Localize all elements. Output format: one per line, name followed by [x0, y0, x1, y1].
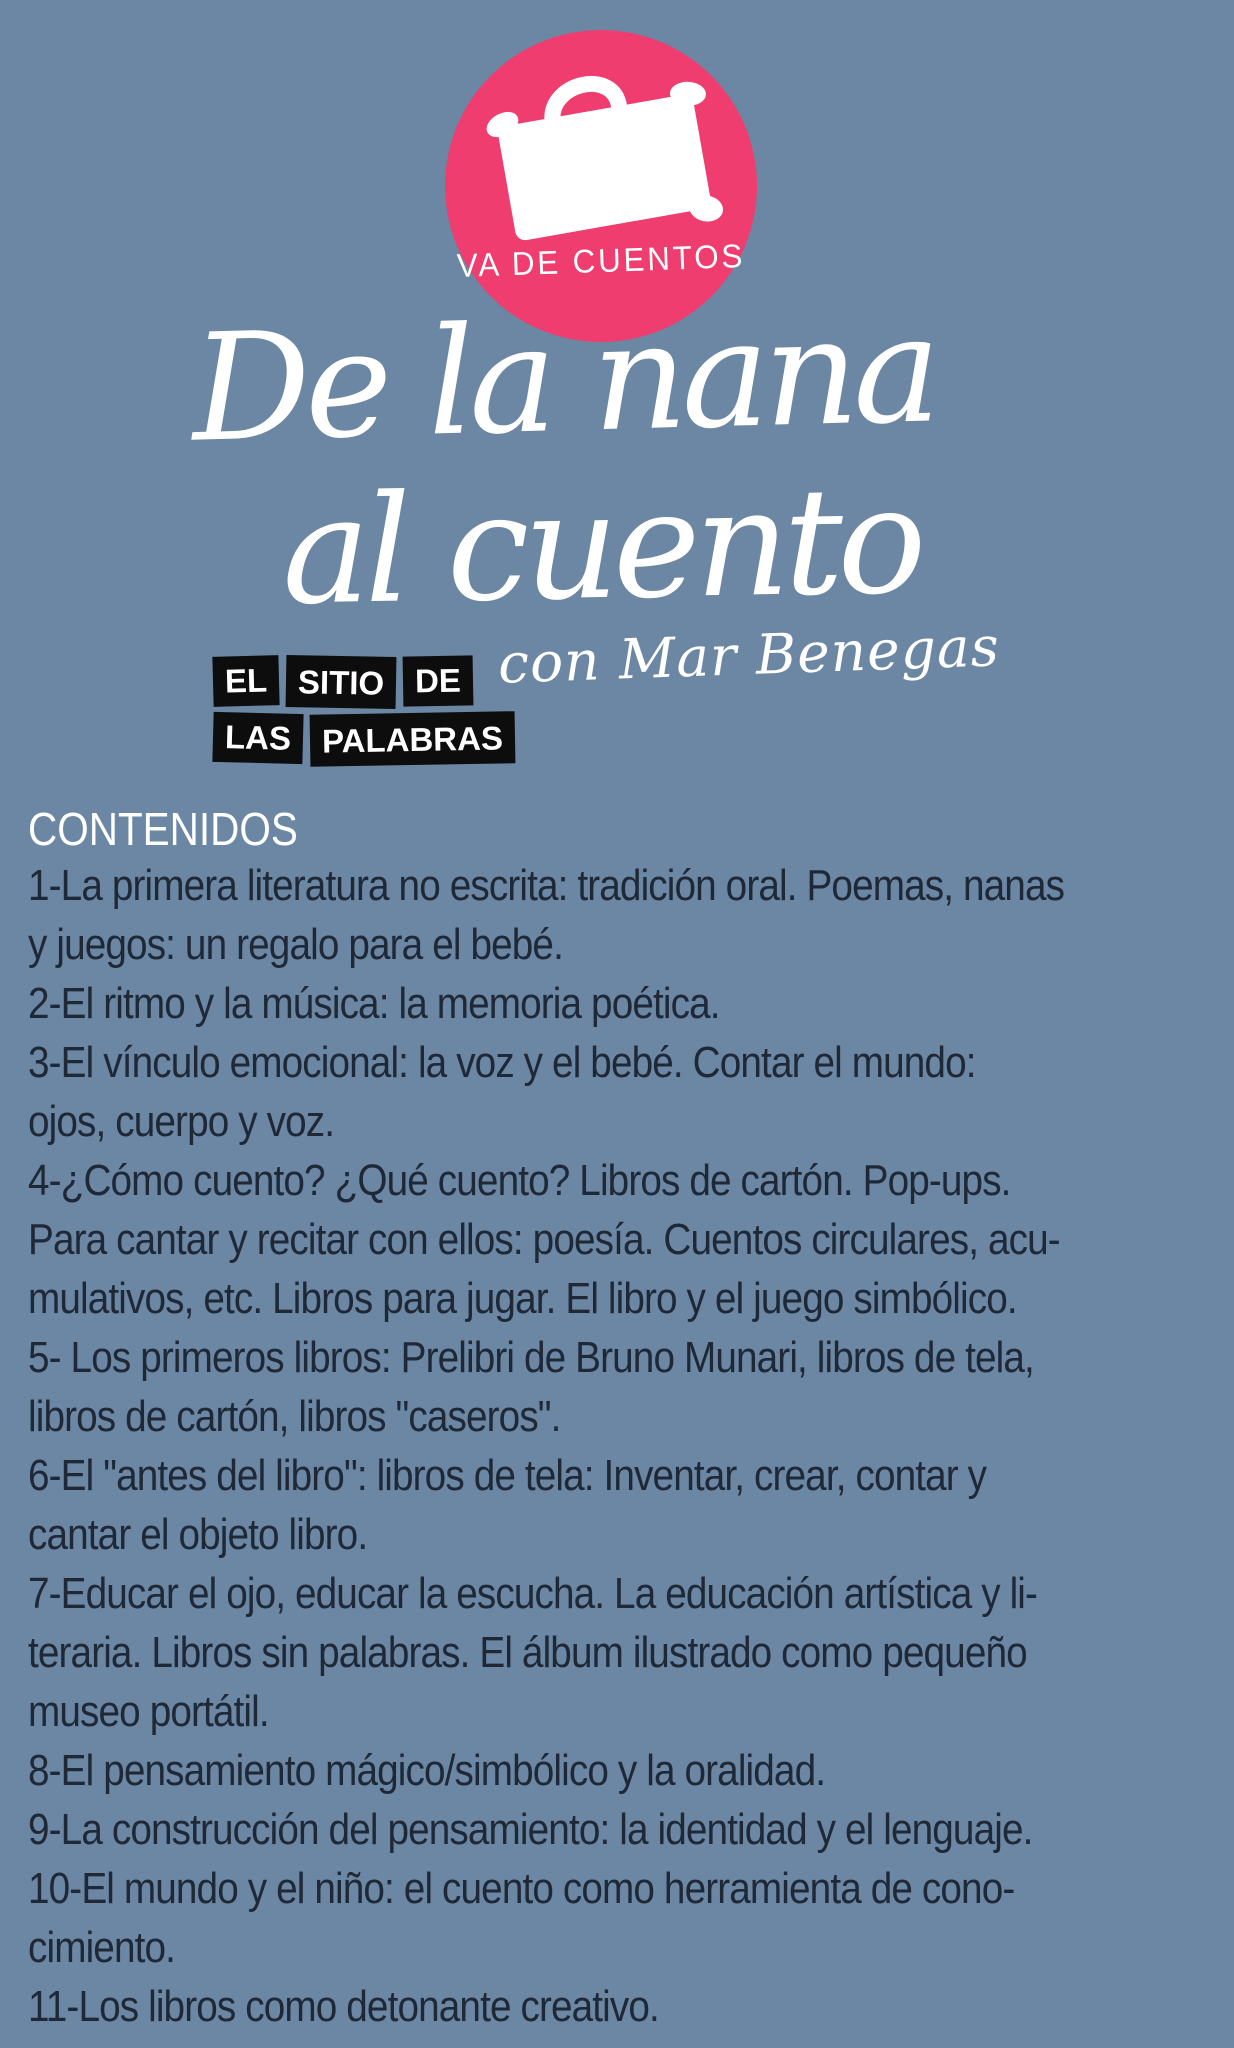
contents-line: 4-¿Cómo cuento? ¿Qué cuento? Libros de cartón. Pop-ups. — [28, 1156, 1011, 1205]
site-logo-word: LAS — [212, 712, 303, 764]
site-logo-word: SITIO — [286, 655, 397, 709]
contents-line: 7-Educar el ojo, educar la escucha. La educación artística y li- — [28, 1569, 1038, 1618]
contents-line: cimiento. — [28, 1923, 176, 1972]
title-byline: con Mar Benegas — [497, 614, 1001, 696]
contents-line: 2-El ritmo y la música: la memoria poética. — [28, 979, 720, 1028]
contents-line: 8-El pensamiento mágico/simbólico y la oralidad. — [28, 1746, 826, 1795]
site-logo-word: EL — [212, 655, 279, 707]
contents-line: y juegos: un regalo para el bebé. — [28, 920, 563, 969]
contents-line: 5- Los primeros libros: Prelibri de Bruno Munari, libros de tela, — [28, 1333, 1034, 1382]
contents-line: 1-La primera literatura no escrita: tradición oral. Poemas, nanas — [28, 861, 1065, 910]
site-logo — [213, 656, 633, 770]
site-logo-word: PALABRAS — [310, 711, 516, 767]
site-logo-row-2 — [213, 713, 633, 765]
contents-line: cantar el objeto libro. — [28, 1510, 368, 1559]
contents-line: teraria. Libros sin palabras. El álbum ilustrado como pequeño — [28, 1628, 1027, 1677]
contents-line: ojos, cuerpo y voz. — [28, 1097, 335, 1146]
title-line-1: De la nana — [189, 283, 938, 475]
site-logo-word: DE — [403, 655, 474, 706]
contents-line: 11-Los libros como detonante creativo. — [28, 1982, 659, 2031]
contents-line: 3-El vínculo emocional: la voz y el bebé. Contar el mundo: — [28, 1038, 976, 1087]
contents-line: museo portátil. — [28, 1687, 269, 1736]
contents-line: 9-La construcción del pensamiento: la identidad y el lenguaje. — [28, 1805, 1033, 1854]
contents-line: Para cantar y recitar con ellos: poesía. Cuentos circulares, acu- — [28, 1215, 1060, 1264]
logo-text: VA DE CUENTOS — [456, 236, 746, 285]
contents-heading: CONTENIDOS — [28, 803, 298, 855]
contents-line: mulativos, etc. Libros para jugar. El libro y el juego simbólico. — [28, 1274, 1017, 1323]
contents-list — [28, 856, 1234, 2036]
contents-line: 10-El mundo y el niño: el cuento como herramienta de cono- — [28, 1864, 1015, 1913]
contents-line: 6-El "antes del libro": libros de tela: Inventar, crear, contar y — [28, 1451, 987, 1500]
title-line-2: al cuento — [280, 454, 922, 638]
site-logo-row-1 — [213, 656, 633, 708]
contents-line: libros de cartón, libros "caseros". — [28, 1392, 561, 1441]
